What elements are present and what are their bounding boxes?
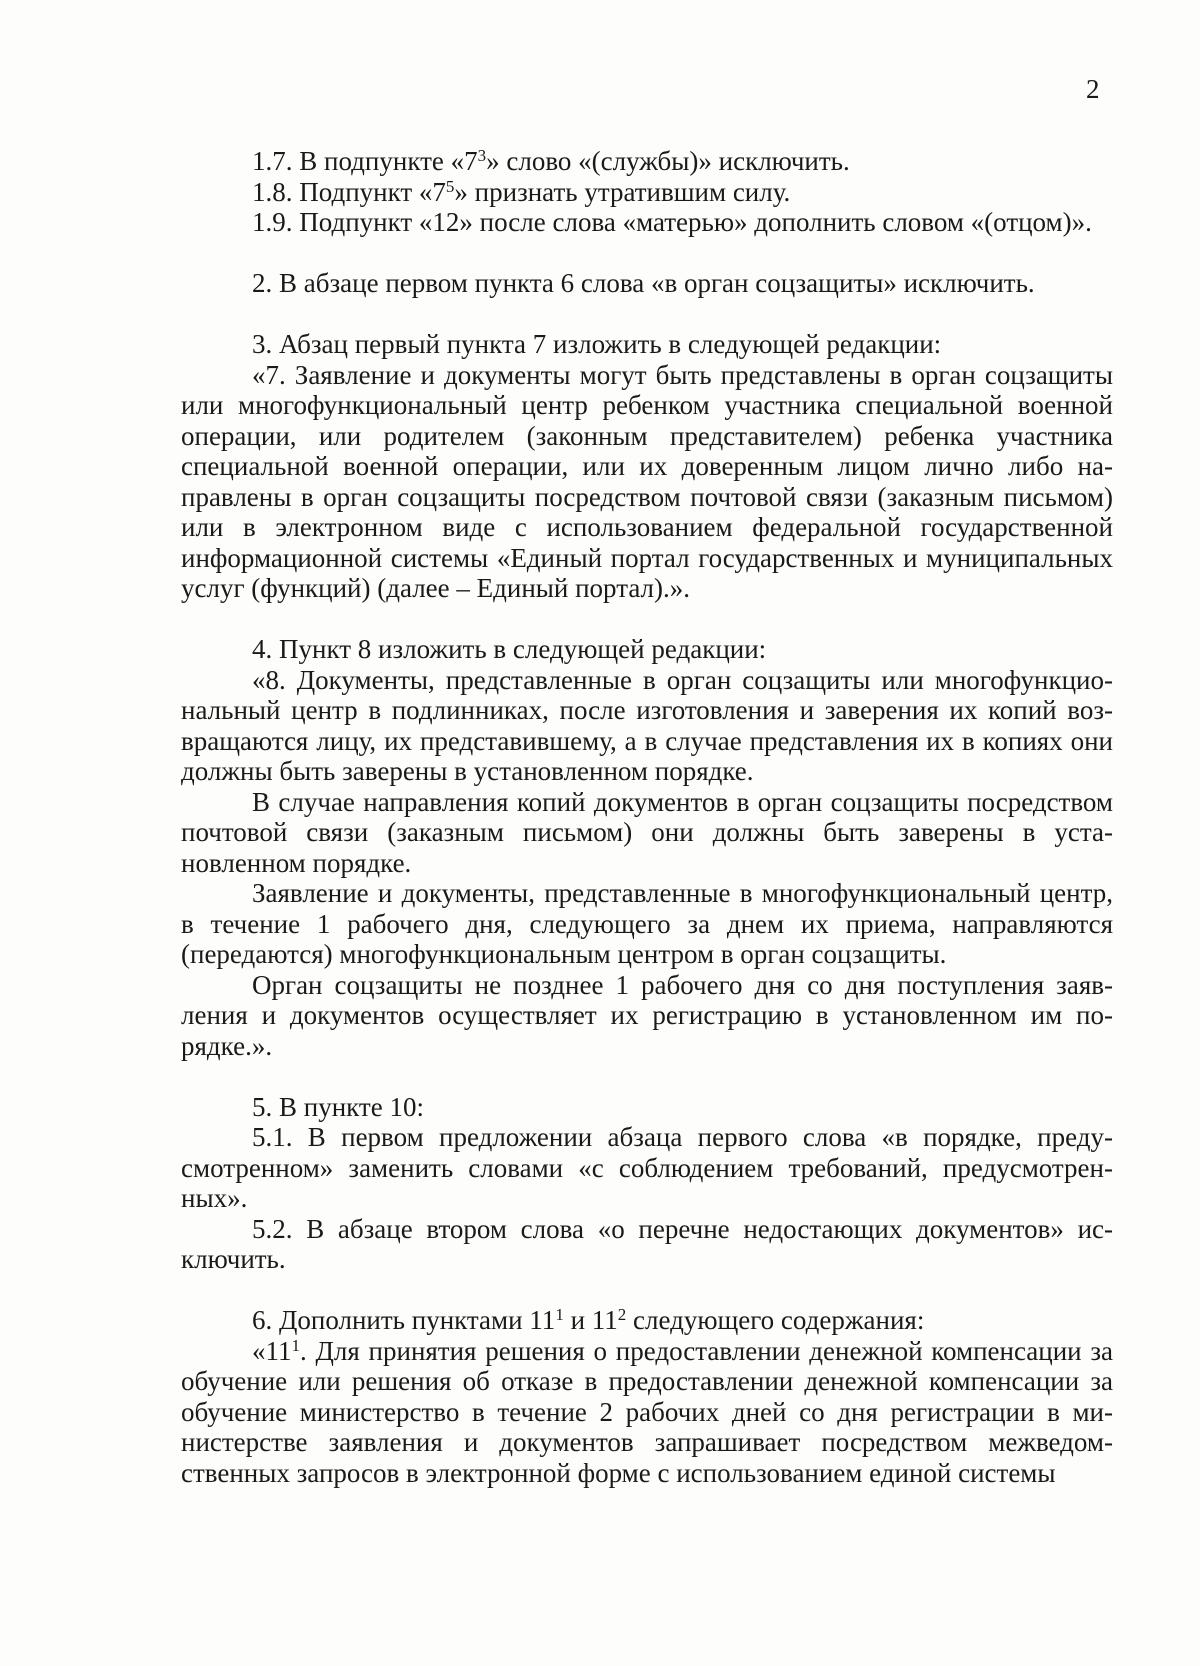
- paragraph: [181, 146, 1113, 177]
- paragraph-text: . Для принятия решения о предоставлении денежной компенсации за обучение или решения об отказе в предоставлении денежной компенсации за обучение министерство в течение 2 рабочих дней со дня регистрации в министерстве заявления и документов запрашивает посредством межведомственных запросов в электронной форме с использованием единой системы: [181, 1335, 1113, 1488]
- paragraph-text: 2. В абзаце первом пункта 6 слова «в орган соцзащиты» исключить.: [252, 268, 1035, 298]
- paragraph: [181, 1122, 1113, 1214]
- paragraph-gap: [181, 299, 1113, 330]
- paragraph-text: » слово «(службы)» исключить.: [486, 146, 850, 176]
- superscript: 3: [477, 146, 487, 165]
- paragraph-text: «7. Заявление и документы могут быть представлены в орган соцзащиты или многофункциональный центр ребенком участника специальной военной операции, или родителем (законным представителем) ребенка участника специальной военной операции, или их доверенным лицом лично либо направлены в орган соцзащиты посредством почтовой связи (заказным письмом) или в электронном виде с использованием федеральной государственной информационной системы «Единый портал государственных и муниципальных услуг (функций) (далее – Единый портал).».: [181, 359, 1113, 603]
- paragraph-text: 5.1. В первом предложении абзаца первого слова «в порядке, предусмотренном» заменить словами «с соблюдением требований, предусмотренных».: [181, 1122, 1113, 1213]
- superscript: 5: [445, 176, 455, 196]
- paragraph: [181, 787, 1113, 879]
- paragraph-text: » признать утратившим силу.: [454, 176, 791, 207]
- paragraph-gap: [181, 604, 1113, 635]
- paragraph-text: 1.7. В подпункте «7: [252, 146, 478, 176]
- paragraph-text: 5.2. В абзаце втором слова «о перечне недостающих документов» исключить.: [181, 1213, 1113, 1274]
- paragraph: [181, 1336, 1113, 1489]
- document-body: [181, 146, 1113, 1488]
- paragraph-text: 6. Дополнить пунктами 11: [252, 1305, 556, 1335]
- paragraph-text: Заявление и документы, представленные в многофункциональный центр, в течение 1 рабочего дня, следующего за днем их приема, направляются (передаются) многофункциональным центром в орган соцзащиты.: [181, 878, 1113, 969]
- paragraph-text: 1.9. Подпункт «12» после слова «матерью» дополнить словом «(отцом)».: [252, 207, 1092, 237]
- superscript: 2: [617, 1305, 627, 1324]
- paragraph-gap: [181, 1275, 1113, 1306]
- paragraph-text: 1.8. Подпункт «7: [252, 176, 446, 207]
- paragraph: [181, 665, 1113, 787]
- paragraph: [181, 177, 1113, 208]
- paragraph: [181, 207, 1113, 238]
- paragraph-text: 3. Абзац первый пункта 7 изложить в следующей редакции:: [252, 329, 942, 359]
- superscript: 1: [555, 1305, 564, 1324]
- paragraph: [181, 360, 1113, 604]
- paragraph-text: следующего содержания:: [626, 1305, 925, 1335]
- paragraph-gap: [181, 238, 1113, 269]
- paragraph-text: 4. Пункт 8 изложить в следующей редакции:: [252, 634, 767, 664]
- paragraph-text: 5. В пункте 10:: [252, 1091, 424, 1122]
- paragraph: [181, 970, 1113, 1062]
- paragraph: [181, 878, 1113, 970]
- paragraph-text: «8. Документы, представленные в орган соцзащиты или многофункциональный центр в подлинниках, после изготовления и заверения их копий возвращаются лицу, их представившему, а в случае представления их в копиях они должны быть заверены в установленном порядке.: [181, 664, 1113, 786]
- paragraph-gap: [181, 1061, 1113, 1092]
- paragraph: [181, 268, 1113, 299]
- paragraph: [181, 1092, 1113, 1123]
- paragraph: [181, 1214, 1113, 1275]
- paragraph-text: и 11: [563, 1305, 618, 1335]
- paragraph: [181, 1305, 1113, 1336]
- paragraph: [181, 329, 1113, 360]
- page-number: 2: [1086, 74, 1100, 104]
- paragraph: [181, 634, 1113, 665]
- paragraph-text: В случае направления копий документов в орган соцзащиты посредством почтовой связи (заказным письмом) они должны быть заверены в установленном порядке.: [181, 786, 1113, 878]
- paragraph-text: «11: [252, 1335, 292, 1366]
- paragraph-text: Орган соцзащиты не позднее 1 рабочего дня со дня поступления заявления и документов осуществляет их регистрацию в установленном им порядке.».: [181, 969, 1113, 1061]
- superscript: 1: [291, 1335, 300, 1355]
